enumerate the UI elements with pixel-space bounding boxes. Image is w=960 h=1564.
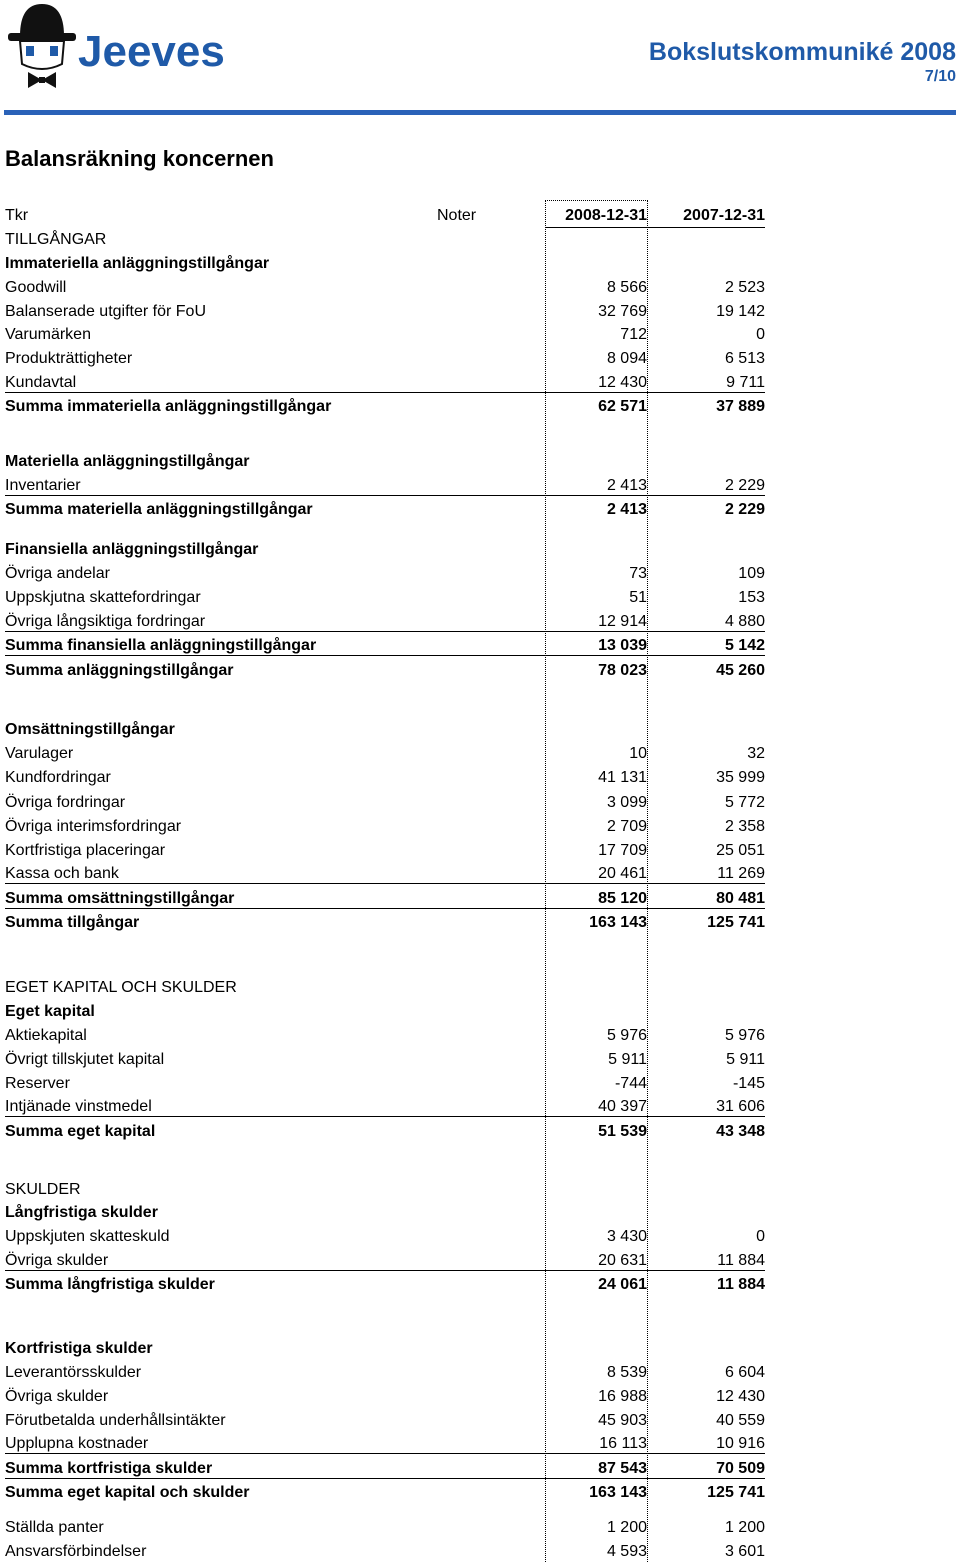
table-row [0, 659, 960, 683]
table-row [0, 766, 960, 790]
table-row [0, 300, 960, 324]
value-2007: 31 606 [716, 1098, 765, 1115]
value-2007: 0 [756, 1228, 765, 1245]
value-2007: 3 601 [724, 1543, 765, 1560]
header-notes: Noter [437, 207, 477, 224]
value-2007: 19 142 [716, 303, 765, 320]
value-2007: 45 260 [716, 662, 765, 679]
row-label: EGET KAPITAL OCH SKULDER [5, 979, 237, 996]
row-label: Kundfordringar [5, 769, 111, 786]
value-2008: -744 [614, 1075, 647, 1092]
value-2008: 12 430 [598, 374, 647, 391]
header-2007: 2007-12-31 [683, 207, 765, 224]
value-2007: 5 142 [724, 637, 765, 654]
row-label: Inventarier [5, 477, 81, 494]
row-label: Omsättningstillgångar [5, 721, 175, 738]
value-2007: 5 911 [726, 1051, 765, 1068]
value-2008: 3 430 [606, 1228, 647, 1245]
value-2007: 35 999 [716, 769, 765, 786]
row-underline [5, 1270, 765, 1271]
value-2008: 20 461 [598, 865, 647, 882]
row-label: Kassa och bank [5, 865, 119, 882]
value-2008: 3 099 [606, 794, 647, 811]
row-label: Intjänade vinstmedel [5, 1098, 152, 1115]
value-2008: 32 769 [598, 303, 647, 320]
value-2008: 51 [629, 589, 647, 606]
value-2007: 43 348 [716, 1123, 765, 1140]
table-row [0, 815, 960, 839]
value-2007: 2 229 [724, 501, 765, 518]
row-label: Kortfristiga skulder [5, 1340, 153, 1357]
row-label: Övriga andelar [5, 565, 110, 582]
table-row [0, 862, 960, 886]
row-label: TILLGÅNGAR [5, 231, 107, 248]
row-underline [5, 655, 765, 656]
section-heading-row [0, 1000, 960, 1024]
row-label: Summa finansiella anläggningstillgångar [5, 637, 317, 654]
table-row [0, 911, 960, 935]
section-heading-row [0, 450, 960, 474]
document-title: Bokslutskommuniké 2008 [648, 38, 956, 66]
table-row [0, 1409, 960, 1433]
value-2008: 4 593 [606, 1543, 647, 1560]
section-heading-row [0, 1178, 960, 1202]
value-2007: 40 559 [716, 1412, 765, 1429]
row-label: Övriga skulder [5, 1388, 109, 1405]
value-2008: 16 113 [599, 1435, 647, 1452]
value-2008: 24 061 [598, 1276, 647, 1293]
table-header-row [0, 204, 960, 228]
value-2007: 11 884 [716, 1276, 765, 1293]
table-row [0, 1024, 960, 1048]
table-row [0, 610, 960, 634]
page-number: 7/10 [924, 68, 956, 85]
table-row [0, 276, 960, 300]
value-2007: 10 916 [716, 1435, 765, 1452]
table-row [0, 498, 960, 522]
row-label: Övriga långsiktiga fordringar [5, 613, 206, 630]
value-2008: 163 143 [589, 1484, 647, 1501]
table-row [0, 347, 960, 371]
value-2008: 1 200 [606, 1519, 647, 1536]
row-label: Varulager [5, 745, 74, 762]
row-label: Summa materiella anläggningstillgångar [5, 501, 313, 518]
value-2008: 2 413 [606, 501, 647, 518]
table-row [0, 1273, 960, 1297]
section-heading-row [0, 1337, 960, 1361]
value-2007: 4 880 [724, 613, 765, 630]
value-2008: 62 571 [598, 398, 647, 415]
row-label: Eget kapital [5, 1003, 95, 1020]
row-underline [5, 1453, 765, 1454]
table-row [0, 1095, 960, 1119]
header-2008: 2008-12-31 [565, 207, 647, 224]
value-2008: 2 413 [606, 477, 647, 494]
table-row [0, 1481, 960, 1505]
table-row [0, 839, 960, 863]
value-2007: 12 430 [716, 1388, 765, 1405]
row-label: Balanserade utgifter för FoU [5, 303, 206, 320]
value-2008: 45 903 [598, 1412, 647, 1429]
value-2007: 25 051 [716, 842, 765, 859]
row-label: Summa tillgångar [5, 914, 140, 931]
row-underline [5, 1116, 765, 1117]
table-row [0, 1120, 960, 1144]
table-row [0, 586, 960, 610]
header-tkr: Tkr [5, 207, 29, 224]
value-2007: 5 976 [724, 1027, 765, 1044]
row-label: Summa omsättningstillgångar [5, 890, 235, 907]
row-label: Varumärken [5, 326, 91, 343]
table-row [0, 474, 960, 498]
row-underline [5, 883, 765, 884]
row-label: Finansiella anläggningstillgångar [5, 541, 259, 558]
brand-wordmark: Jeeves [78, 27, 225, 76]
row-label: SKULDER [5, 1181, 81, 1198]
row-label: Summa kortfristiga skulder [5, 1460, 213, 1477]
header-rule [4, 110, 956, 115]
value-2007: 37 889 [716, 398, 765, 415]
jeeves-logo [6, 2, 226, 92]
row-underline [5, 495, 765, 496]
section-heading-row [0, 718, 960, 742]
value-2008: 20 631 [598, 1252, 647, 1269]
row-label: Övrigt tillskjutet kapital [5, 1051, 165, 1068]
row-label: Summa eget kapital och skulder [5, 1484, 250, 1501]
value-2008: 78 023 [598, 662, 647, 679]
row-label: Övriga fordringar [5, 794, 126, 811]
value-2007: 1 200 [724, 1519, 765, 1536]
row-underline [5, 908, 765, 909]
row-label: Kortfristiga placeringar [5, 842, 166, 859]
row-label: Ansvarsförbindelser [5, 1543, 147, 1560]
table-row [0, 1048, 960, 1072]
table-row [0, 887, 960, 911]
column-divider-top [545, 200, 648, 201]
row-label: Materiella anläggningstillgångar [5, 453, 250, 470]
row-label: Produkträttigheter [5, 350, 133, 367]
row-label: Uppskjuten skatteskuld [5, 1228, 170, 1245]
row-label: Leverantörsskulder [5, 1364, 142, 1381]
section-heading-row [0, 1201, 960, 1225]
value-2007: 125 741 [707, 1484, 765, 1501]
value-2007: 5 772 [724, 794, 765, 811]
value-2007: 125 741 [707, 914, 765, 931]
row-label: Långfristiga skulder [5, 1204, 158, 1221]
value-2007: 6 513 [724, 350, 765, 367]
table-row [0, 1516, 960, 1540]
row-underline [5, 631, 765, 632]
section-title: Balansräkning koncernen [5, 146, 274, 171]
table-row [0, 1385, 960, 1409]
table-row [0, 1457, 960, 1481]
row-label: Ställda panter [5, 1519, 104, 1536]
table-row [0, 395, 960, 419]
row-label: Goodwill [5, 279, 67, 296]
table-row [0, 634, 960, 658]
value-2008: 163 143 [589, 914, 647, 931]
row-label: Kundavtal [5, 374, 77, 391]
value-2007: 11 884 [717, 1252, 765, 1269]
value-2008: 16 988 [598, 1388, 647, 1405]
table-row [0, 562, 960, 586]
value-2008: 12 914 [598, 613, 647, 630]
row-label: Summa långfristiga skulder [5, 1276, 215, 1293]
row-label: Övriga interimsfordringar [5, 818, 182, 835]
value-2007: 32 [747, 745, 765, 762]
row-underline [5, 1478, 765, 1479]
value-2007: 9 711 [726, 374, 765, 391]
value-2008: 40 397 [598, 1098, 647, 1115]
value-2007: 80 481 [716, 890, 765, 907]
table-row [0, 1072, 960, 1096]
section-heading-row [0, 976, 960, 1000]
value-2008: 5 976 [606, 1027, 647, 1044]
row-label: Immateriella anläggningstillgångar [5, 255, 270, 272]
value-2008: 2 709 [606, 818, 647, 835]
value-2007: 11 269 [717, 865, 765, 882]
row-label: Aktiekapital [5, 1027, 87, 1044]
row-label: Summa anläggningstillgångar [5, 662, 234, 679]
value-2007: 153 [738, 589, 765, 606]
table-row [0, 1361, 960, 1385]
value-2007: 2 358 [724, 818, 765, 835]
table-row [0, 1225, 960, 1249]
value-2008: 85 120 [598, 890, 647, 907]
table-row [0, 1432, 960, 1456]
value-2008: 73 [629, 565, 647, 582]
value-2008: 13 039 [598, 637, 647, 654]
table-row [0, 1249, 960, 1273]
value-2008: 712 [620, 326, 647, 343]
value-2008: 8 094 [606, 350, 647, 367]
value-2007: 2 523 [724, 279, 765, 296]
value-2007: 0 [756, 326, 765, 343]
table-row [0, 1540, 960, 1564]
table-row [0, 323, 960, 347]
value-2007: -145 [732, 1075, 765, 1092]
row-label: Övriga skulder [5, 1252, 109, 1269]
section-heading-row [0, 228, 960, 252]
section-heading-row [0, 252, 960, 276]
section-heading-row [0, 538, 960, 562]
value-2007: 70 509 [716, 1460, 765, 1477]
value-2008: 8 539 [606, 1364, 647, 1381]
value-2007: 2 229 [724, 477, 765, 494]
table-row [0, 742, 960, 766]
row-label: Summa immateriella anläggningstillgångar [5, 398, 332, 415]
value-2008: 8 566 [606, 279, 647, 296]
row-label: Upplupna kostnader [5, 1435, 149, 1452]
row-underline [5, 392, 765, 393]
table-row [0, 791, 960, 815]
row-label: Förutbetalda underhållsintäkter [5, 1412, 226, 1429]
value-2007: 6 604 [724, 1364, 765, 1381]
value-2008: 87 543 [598, 1460, 647, 1477]
row-label: Summa eget kapital [5, 1123, 156, 1140]
value-2008: 51 539 [598, 1123, 647, 1140]
table-row [0, 371, 960, 395]
value-2007: 109 [738, 565, 765, 582]
value-2008: 41 131 [598, 769, 647, 786]
row-label: Uppskjutna skattefordringar [5, 589, 201, 606]
value-2008: 17 709 [598, 842, 647, 859]
row-label: Reserver [5, 1075, 70, 1092]
value-2008: 10 [629, 745, 647, 762]
value-2008: 5 911 [608, 1051, 647, 1068]
